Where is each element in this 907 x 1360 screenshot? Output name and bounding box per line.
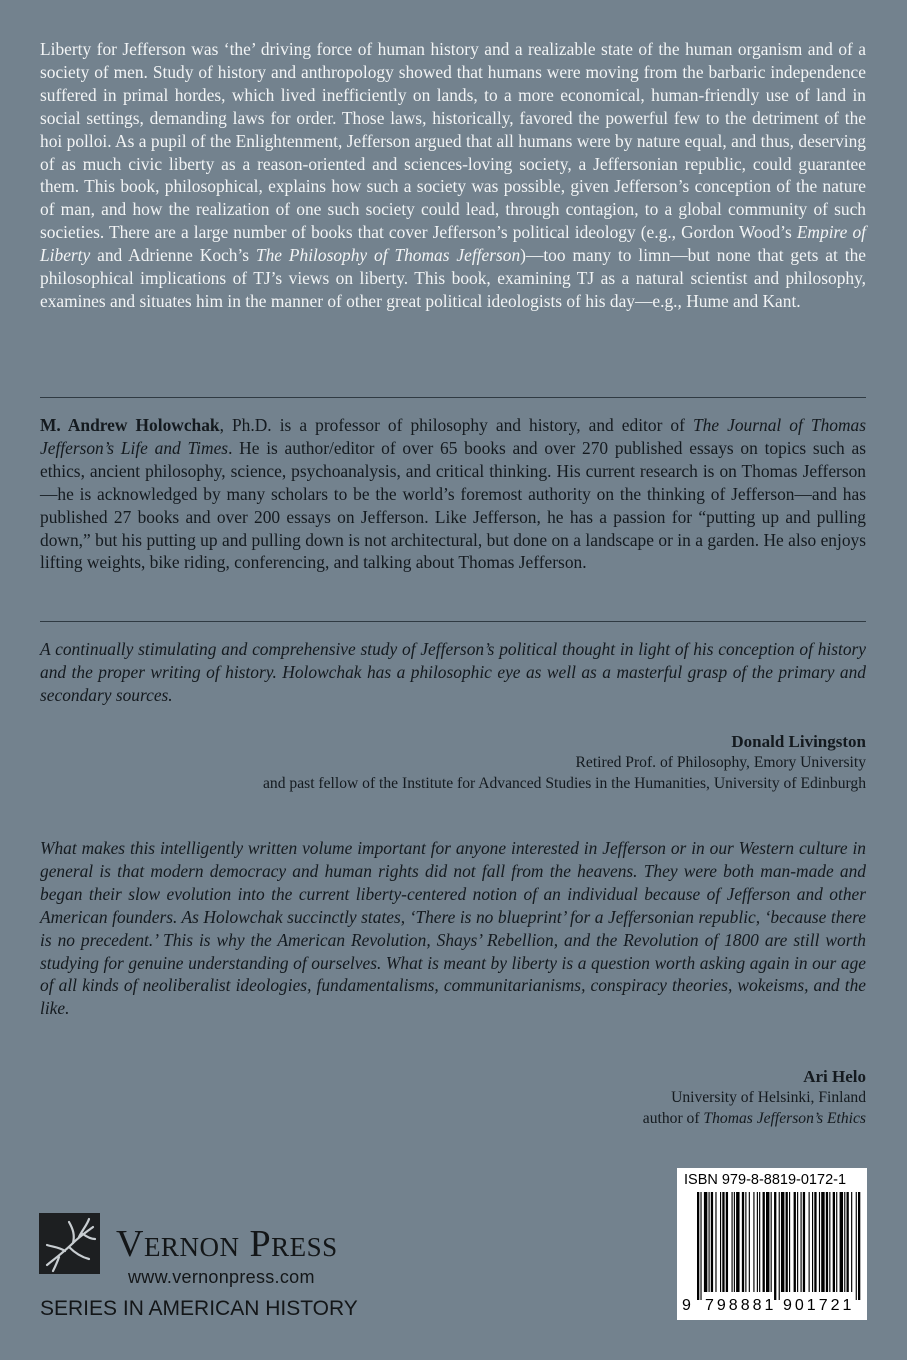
- barcode-bar: [856, 1192, 857, 1300]
- barcode-bar: [821, 1192, 824, 1292]
- isbn-digits: [677, 1296, 867, 1316]
- barcode-bar: [709, 1192, 710, 1292]
- barcode-bar: [700, 1192, 701, 1300]
- publisher-name: Vernon Press: [116, 1223, 338, 1265]
- isbn-digits-left: 798881: [705, 1297, 777, 1314]
- barcode-bar: [781, 1192, 784, 1292]
- book-title-empire-of-liberty: Empire of Liberty: [40, 222, 866, 266]
- isbn-label: ISBN 979-8-8819-0172-1: [684, 1172, 847, 1188]
- barcode-bar: [794, 1192, 796, 1292]
- isbn-digits-right: 901721: [783, 1297, 855, 1314]
- reviewer-affiliation-1a: Retired Prof. of Philosophy, Emory University: [575, 754, 866, 771]
- reviewer-affiliation-2a: University of Helsinki, Finland: [671, 1089, 866, 1106]
- barcode-bar: [847, 1192, 849, 1292]
- barcode-bar: [711, 1192, 713, 1292]
- barcode-bar: [829, 1192, 830, 1292]
- book-title-philosophy-of-tj: The Philosophy of Thomas Jefferson: [255, 245, 521, 266]
- isbn-digit-lead: 9: [682, 1297, 691, 1314]
- reviewer-name-1: Donald Livingston: [731, 732, 866, 751]
- barcode-bar: [722, 1192, 724, 1292]
- barcode-bar: [766, 1192, 769, 1292]
- barcode-bar: [697, 1192, 699, 1300]
- barcode-bar: [742, 1192, 744, 1292]
- divider-2: [40, 621, 866, 622]
- barcode-bar: [726, 1192, 728, 1292]
- review-quote-2: What makes this intelligently written volume important for anyone interested in Jefferson or in our Western culture in general is that modern democracy and human rights did not fall from the heavens. They were both man-made and began their slow evolution into the current liberty-centered notion of an individual because of Jefferson and other American founders. As Holowchak succinctly states, ‘There is no blueprint’ for a Jeffersonian republic, ‘because there is no precedent.’ This is why the American Revolution, Shays’ Rebellion, and the Revolution of 1800 are still worth studying for genuine understanding of ourselves. What is meant by liberty is a question worth asking again in our age of all kinds of neoliberalist ideologies, fundamentalisms, communitarianisms, conspiracy theories, wokeisms, and the like.: [40, 838, 866, 1019]
- barcode-bar: [715, 1192, 716, 1292]
- description-blurb: Liberty for Jefferson was ‘the’ driving force of human history and a realizable state of the human organism and of a society of men. Study of history and anthropology showed that humans were moving from the barbaric independence suffered in primal hordes, which lived inefficiently on lands, to a more economical, human-friendly use of land in social settings, demanding laws for order. Those laws, historically, favored the powerful few to the detriment of the hoi polloi. As a pupil of the Enlightenment, Jefferson argued that all humans were by nature equal, and thus, deserving of as much civic liberty as a reason-oriented and sciences-loving society, a Jeffersonian republic, could guarantee them. This book, philosophical, explains how such a society was possible, given Jefferson’s conception of the nature of man, and how the realization of one such society could lead, through contagion, to a global community of such societies. There are a large number of books that cover Jefferson’s political ideology (e.g., Gordon Wood’s Empire of Liberty and Adrienne Koch’s The Philosophy of Thomas Jefferson)—too many to limn—but none that gets at the philosophical implications of TJ’s views on liberty. This book, examining TJ as a natural scientist and philosophy, examines and situates him in the manner of other great political ideologists of his day—e.g., Hume and Kant.: [40, 39, 866, 311]
- barcode-bar: [774, 1192, 776, 1300]
- barcode-bar: [826, 1192, 828, 1292]
- barcode-bar: [789, 1192, 790, 1292]
- barcode-bar: [720, 1192, 721, 1292]
- barcode-bar: [779, 1192, 780, 1300]
- barcode-bar: [786, 1192, 788, 1292]
- barcode-bar: [749, 1192, 750, 1292]
- barcode-bar: [840, 1192, 843, 1292]
- barcode-bar: [814, 1192, 816, 1292]
- barcode-bar: [734, 1192, 735, 1292]
- barcode-bar: [812, 1192, 813, 1292]
- isbn-barcode: [677, 1168, 867, 1320]
- barcode-bar: [759, 1192, 760, 1292]
- publisher-logo-graphic: [39, 1213, 100, 1274]
- review-attribution-1: [66, 731, 866, 794]
- barcode-bar: [745, 1192, 746, 1292]
- barcode-bar: [844, 1192, 845, 1292]
- journal-title: The Journal of Thomas Jefferson’s Life and Times: [40, 415, 866, 458]
- review-attribution-2: [66, 1066, 866, 1129]
- reviewer-name-2: Ari Helo: [803, 1067, 866, 1086]
- barcode-bar: [704, 1192, 707, 1292]
- author-name: M. Andrew Holowchak: [40, 415, 220, 435]
- barcode-bar: [797, 1192, 798, 1292]
- barcode-bar: [801, 1192, 802, 1292]
- barcode-bar: [771, 1192, 772, 1292]
- series-name: SERIES IN AMERICAN HISTORY: [40, 1297, 358, 1320]
- barcode-bar: [851, 1192, 852, 1292]
- publisher-url: www.vernonpress.com: [128, 1267, 315, 1287]
- divider-1: [40, 397, 866, 398]
- reviewer-affiliation-1b: and past fellow of the Institute for Advanced Studies in the Humanities, University of Edinburgh: [263, 774, 866, 792]
- barcode-bar: [763, 1192, 765, 1292]
- reviewer-affiliation-2b: author of Thomas Jefferson’s Ethics: [642, 1109, 866, 1127]
- barcode-bar: [732, 1192, 733, 1292]
- barcode-bar: [858, 1192, 860, 1300]
- barcode-bar: [819, 1192, 820, 1292]
- barcode-bar: [833, 1192, 835, 1292]
- barcode-bar: [753, 1192, 754, 1292]
- author-bio: M. Andrew Holowchak, Ph.D. is a professor of philosophy and history, and editor of The Journal of Thomas Jefferson’s Life and Times. He is author/editor of over 65 books and over 270 published essays on topics such as ethics, ancient philosophy, science, psychoanalysis, and critical thinking. His current research is on Thomas Jefferson—he is acknowledged by many scholars to be the world’s foremost authority on the thinking of Jefferson—and has published 27 books and over 200 essays on Jefferson. Like Jefferson, he has a passion for “putting up and pulling down,” but his putting up and pulling down is not architectural, but done on a landscape or in a garden. He also enjoys lifting weights, bike riding, conferencing, and talking about Thomas Jefferson.: [40, 415, 866, 573]
- barcode-bar: [736, 1192, 739, 1292]
- tree-branch-icon: [39, 1213, 100, 1274]
- barcode-bar: [809, 1192, 810, 1292]
- barcode-bar: [836, 1192, 837, 1292]
- review-quote-1: A continually stimulating and comprehensive study of Jefferson’s political thought in light of his conception of history and the proper writing of history. Holowchak has a philosophic eye as well as a masterful grasp of the primary and secondary sources.: [40, 639, 866, 705]
- barcode-bar: [757, 1192, 758, 1292]
- barcode-bar: [803, 1192, 805, 1292]
